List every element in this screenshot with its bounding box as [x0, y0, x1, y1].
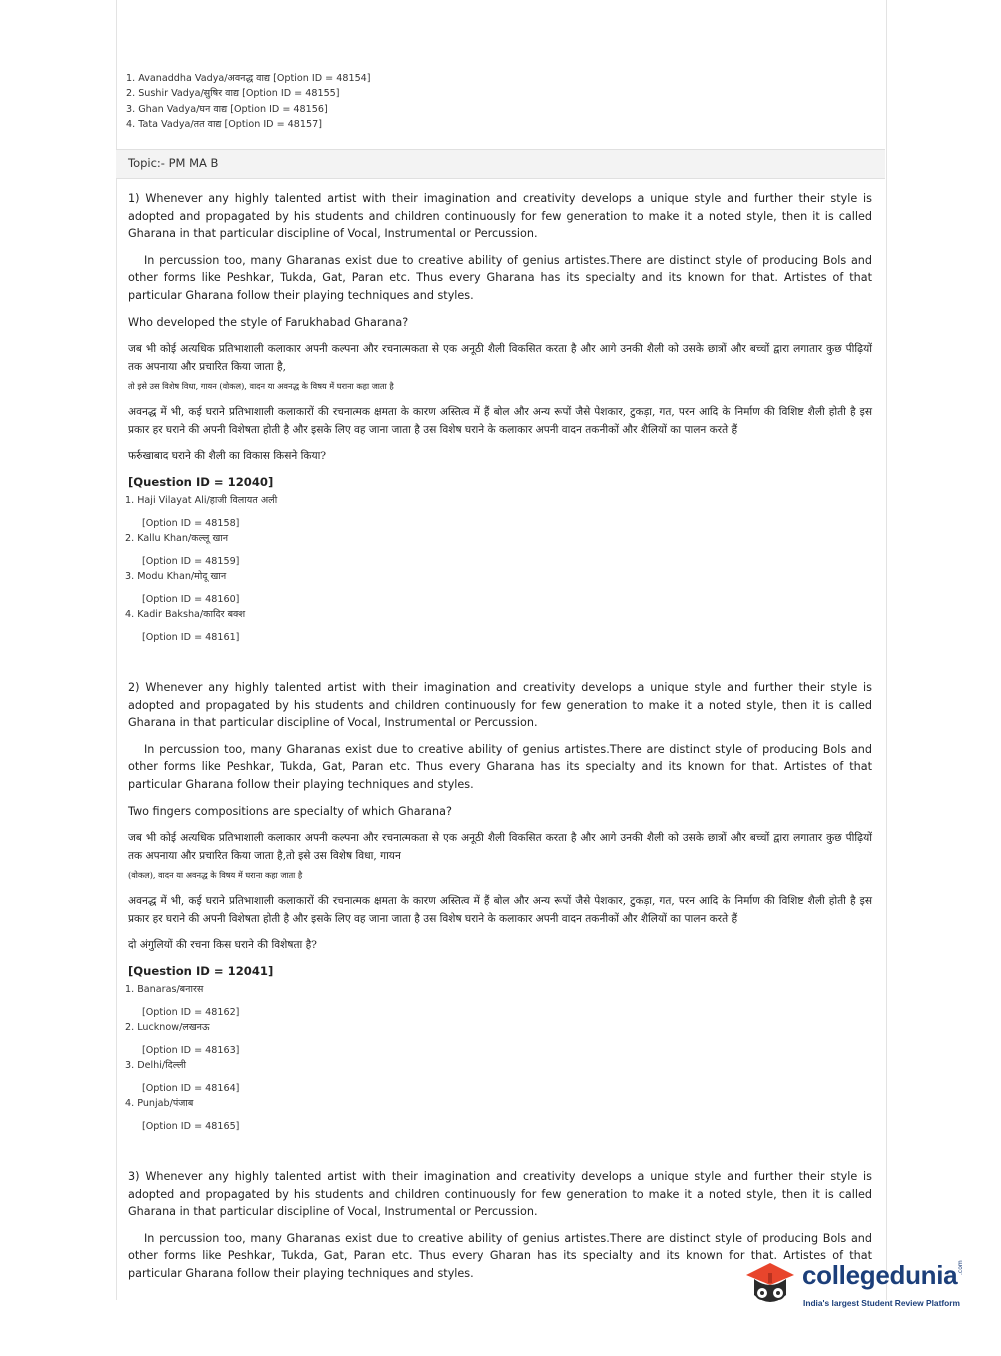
- hindi-paragraph: जब भी कोई अत्यधिक प्रतिभाशाली कलाकार अपनी कल्पना और रचनात्मकता से एक अनूठी शैली विकसित करता है और आगे उनकी शैली को उसके छात्रों और बच्चों द्वारा लगातार कुछ पीढ़ियों तक अपनाया और प्रचारित किया जाता है, तो इसे उस विशेष विधा, गायन (वोकल), वादन या अवनद्ध के विषय में घराना कहा जाता है: [128, 343, 872, 391]
- list-item[interactable]: [125, 569, 872, 607]
- question-id: [Question ID = 12041]: [128, 964, 274, 979]
- option-label: 2. Kallu Khan/कल्लू खान: [125, 533, 229, 545]
- option-id: [Option ID = 48159]: [142, 556, 240, 568]
- list-item[interactable]: [125, 1058, 872, 1096]
- option-label: 2. Lucknow/लखनऊ: [125, 1022, 210, 1034]
- brand-name: collegedunia: [802, 1260, 958, 1290]
- question-block-1: [125, 190, 872, 645]
- question-paragraph: 2) Whenever any highly talented artist with their imagination and creativity develops a unique style and further their style is adopted and propagated by his students and children continuously for few generation to make it a noted style, then it is called Gharana in that particular discipline of Vocal, Instrumental or Percussion.: [128, 681, 872, 730]
- option-id: [Option ID = 48161]: [142, 632, 240, 644]
- question-text: Who developed the style of Farukhabad Gharana?: [128, 315, 409, 329]
- option-label: 4. Kadir Baksha/कादिर बक्श: [125, 609, 246, 621]
- hindi-question-text: फर्रुखाबाद घराने की शैली का विकास किसने किया?: [128, 450, 327, 463]
- option-list: [125, 493, 872, 645]
- option-label: 4. Punjab/पंजाब: [125, 1098, 194, 1110]
- list-item: 4. Tata Vadya/तत वाद्य [Option ID = 48157]: [126, 118, 322, 130]
- collegedunia-logo: [740, 1255, 972, 1315]
- brand-tagline: India's largest Student Review Platform: [803, 1298, 960, 1308]
- hindi-paragraph: अवनद्ध में भी, कई घराने प्रतिभाशाली कलाकारों की रचनात्मक क्षमता के कारण अस्तित्व में हैं बोल और अन्य रूपों जैसे पेशकार, टुकड़ा, गत, परन आदि के निर्माण की विशिष्ट शैली होती है इस प्रकार हर घराने की अपनी विशेषता होती है और इसके लिए वह जाना जाता है उस विशेष घराने के कलाकार अपनी वादन तकनीकों और शैलियों का पालन करते हैं: [128, 894, 872, 925]
- option-id: [Option ID = 48160]: [142, 594, 240, 606]
- option-id: [Option ID = 48165]: [142, 1121, 240, 1133]
- hindi-paragraph: अवनद्ध में भी, कई घराने प्रतिभाशाली कलाकारों की रचनात्मक क्षमता के कारण अस्तित्व में हैं बोल और अन्य रूपों जैसे पेशकार, टुकड़ा, गत, परन आदि के निर्माण की विशिष्ट शैली होती है इस प्रकार हर घराने की अपनी विशेषता होती है और इसके लिए वह जाना जाता है उस विशेष घराने के कलाकार अपनी वादन तकनीकों और शैलियों का पालन करते हैं: [128, 405, 872, 436]
- option-label: 3. Modu Khan/मोदू खान: [125, 571, 227, 583]
- list-item[interactable]: [125, 1096, 872, 1134]
- option-id: [Option ID = 48164]: [142, 1083, 240, 1095]
- question-paragraph: 1) Whenever any highly talented artist with their imagination and creativity develops a unique style and further their style is adopted and propagated by his students and children continuously for few generation to make it a noted style, then it is called Gharana in that particular discipline of Vocal, Instrumental or Percussion.: [128, 192, 872, 241]
- list-item[interactable]: [125, 531, 872, 569]
- hindi-paragraph: जब भी कोई अत्यधिक प्रतिभाशाली कलाकार अपनी कल्पना और रचनात्मकता से एक अनूठी शैली विकसित करता है और आगे उनकी शैली को उसके छात्रों और बच्चों द्वारा लगातार कुछ पीढ़ियों तक अपनाया और प्रचारित किया जाता है,तो इसे उस विशेष विधा, गायन (वोकल), वादन या अवनद्ध के विषय में घराना कहा जाता है: [128, 832, 872, 880]
- question-id: [Question ID = 12040]: [128, 475, 274, 490]
- list-item: 3. Ghan Vadya/घन वाद्य [Option ID = 48156]: [126, 103, 328, 115]
- list-item[interactable]: [125, 493, 872, 531]
- question-paragraph: In percussion too, many Gharanas exist due to creative ability of genius artistes.There are distinct style of producing Bols and other forms like Peshkar, Tukda, Gat, Paran etc. Thus every Gharan has its specialty and its known for that. Artistes of that particular Gharana follow their playing techniques and styles.: [128, 1231, 872, 1280]
- brand-domain: .com: [957, 1260, 964, 1275]
- previous-question-options: [126, 71, 371, 132]
- list-item: 1. Avanaddha Vadya/अवनद्ध वाद्य [Option ID = 48154]: [126, 73, 371, 84]
- hindi-question-text: दो अंगुलियों की रचना किस घराने की विशेषता है?: [128, 939, 317, 952]
- question-paragraph: In percussion too, many Gharanas exist due to creative ability of genius artistes.There are distinct style of producing Bols and other forms like Peshkar, Tukda, Gat, Paran etc. Thus every Gharana has its specialty and its known for that. Artistes of that particular Gharana follow their playing techniques and styles.: [128, 253, 872, 302]
- option-label: 1. Haji Vilayat Ali/हाजी विलायत अली: [125, 495, 278, 507]
- question-paragraph: In percussion too, many Gharanas exist due to creative ability of genius artistes.There are distinct style of producing Bols and other forms like Peshkar, Tukda, Gat, Paran etc. Thus every Gharana has its specialty and its known for that. Artistes of that particular Gharana follow their playing techniques and styles.: [128, 742, 872, 791]
- topic-header: [116, 149, 885, 179]
- question-paragraph: 3) Whenever any highly talented artist with their imagination and creativity develops a unique style and further their style is adopted and propagated by his students and children continuously for few generation to make it a noted style, then it is called Gharana in that particular discipline of Vocal, Instrumental or Percussion.: [128, 1170, 872, 1219]
- option-id: [Option ID = 48162]: [142, 1007, 240, 1019]
- option-label: 3. Delhi/दिल्ली: [125, 1060, 187, 1072]
- question-text: Two fingers compositions are specialty of which Gharana?: [128, 804, 452, 818]
- list-item[interactable]: [125, 607, 872, 645]
- option-id: [Option ID = 48158]: [142, 518, 240, 530]
- list-item[interactable]: [125, 1020, 872, 1058]
- list-item[interactable]: [125, 982, 872, 1020]
- mascot-icon: [740, 1255, 800, 1311]
- option-id: [Option ID = 48163]: [142, 1045, 240, 1057]
- topic-title: Topic:- PM MA B: [128, 156, 219, 170]
- option-label: 1. Banaras/बनारस: [125, 984, 204, 996]
- question-block-2: [125, 679, 872, 1134]
- list-item: 2. Sushir Vadya/सुषिर वाद्य [Option ID = 48155]: [126, 88, 340, 100]
- option-list: [125, 982, 872, 1134]
